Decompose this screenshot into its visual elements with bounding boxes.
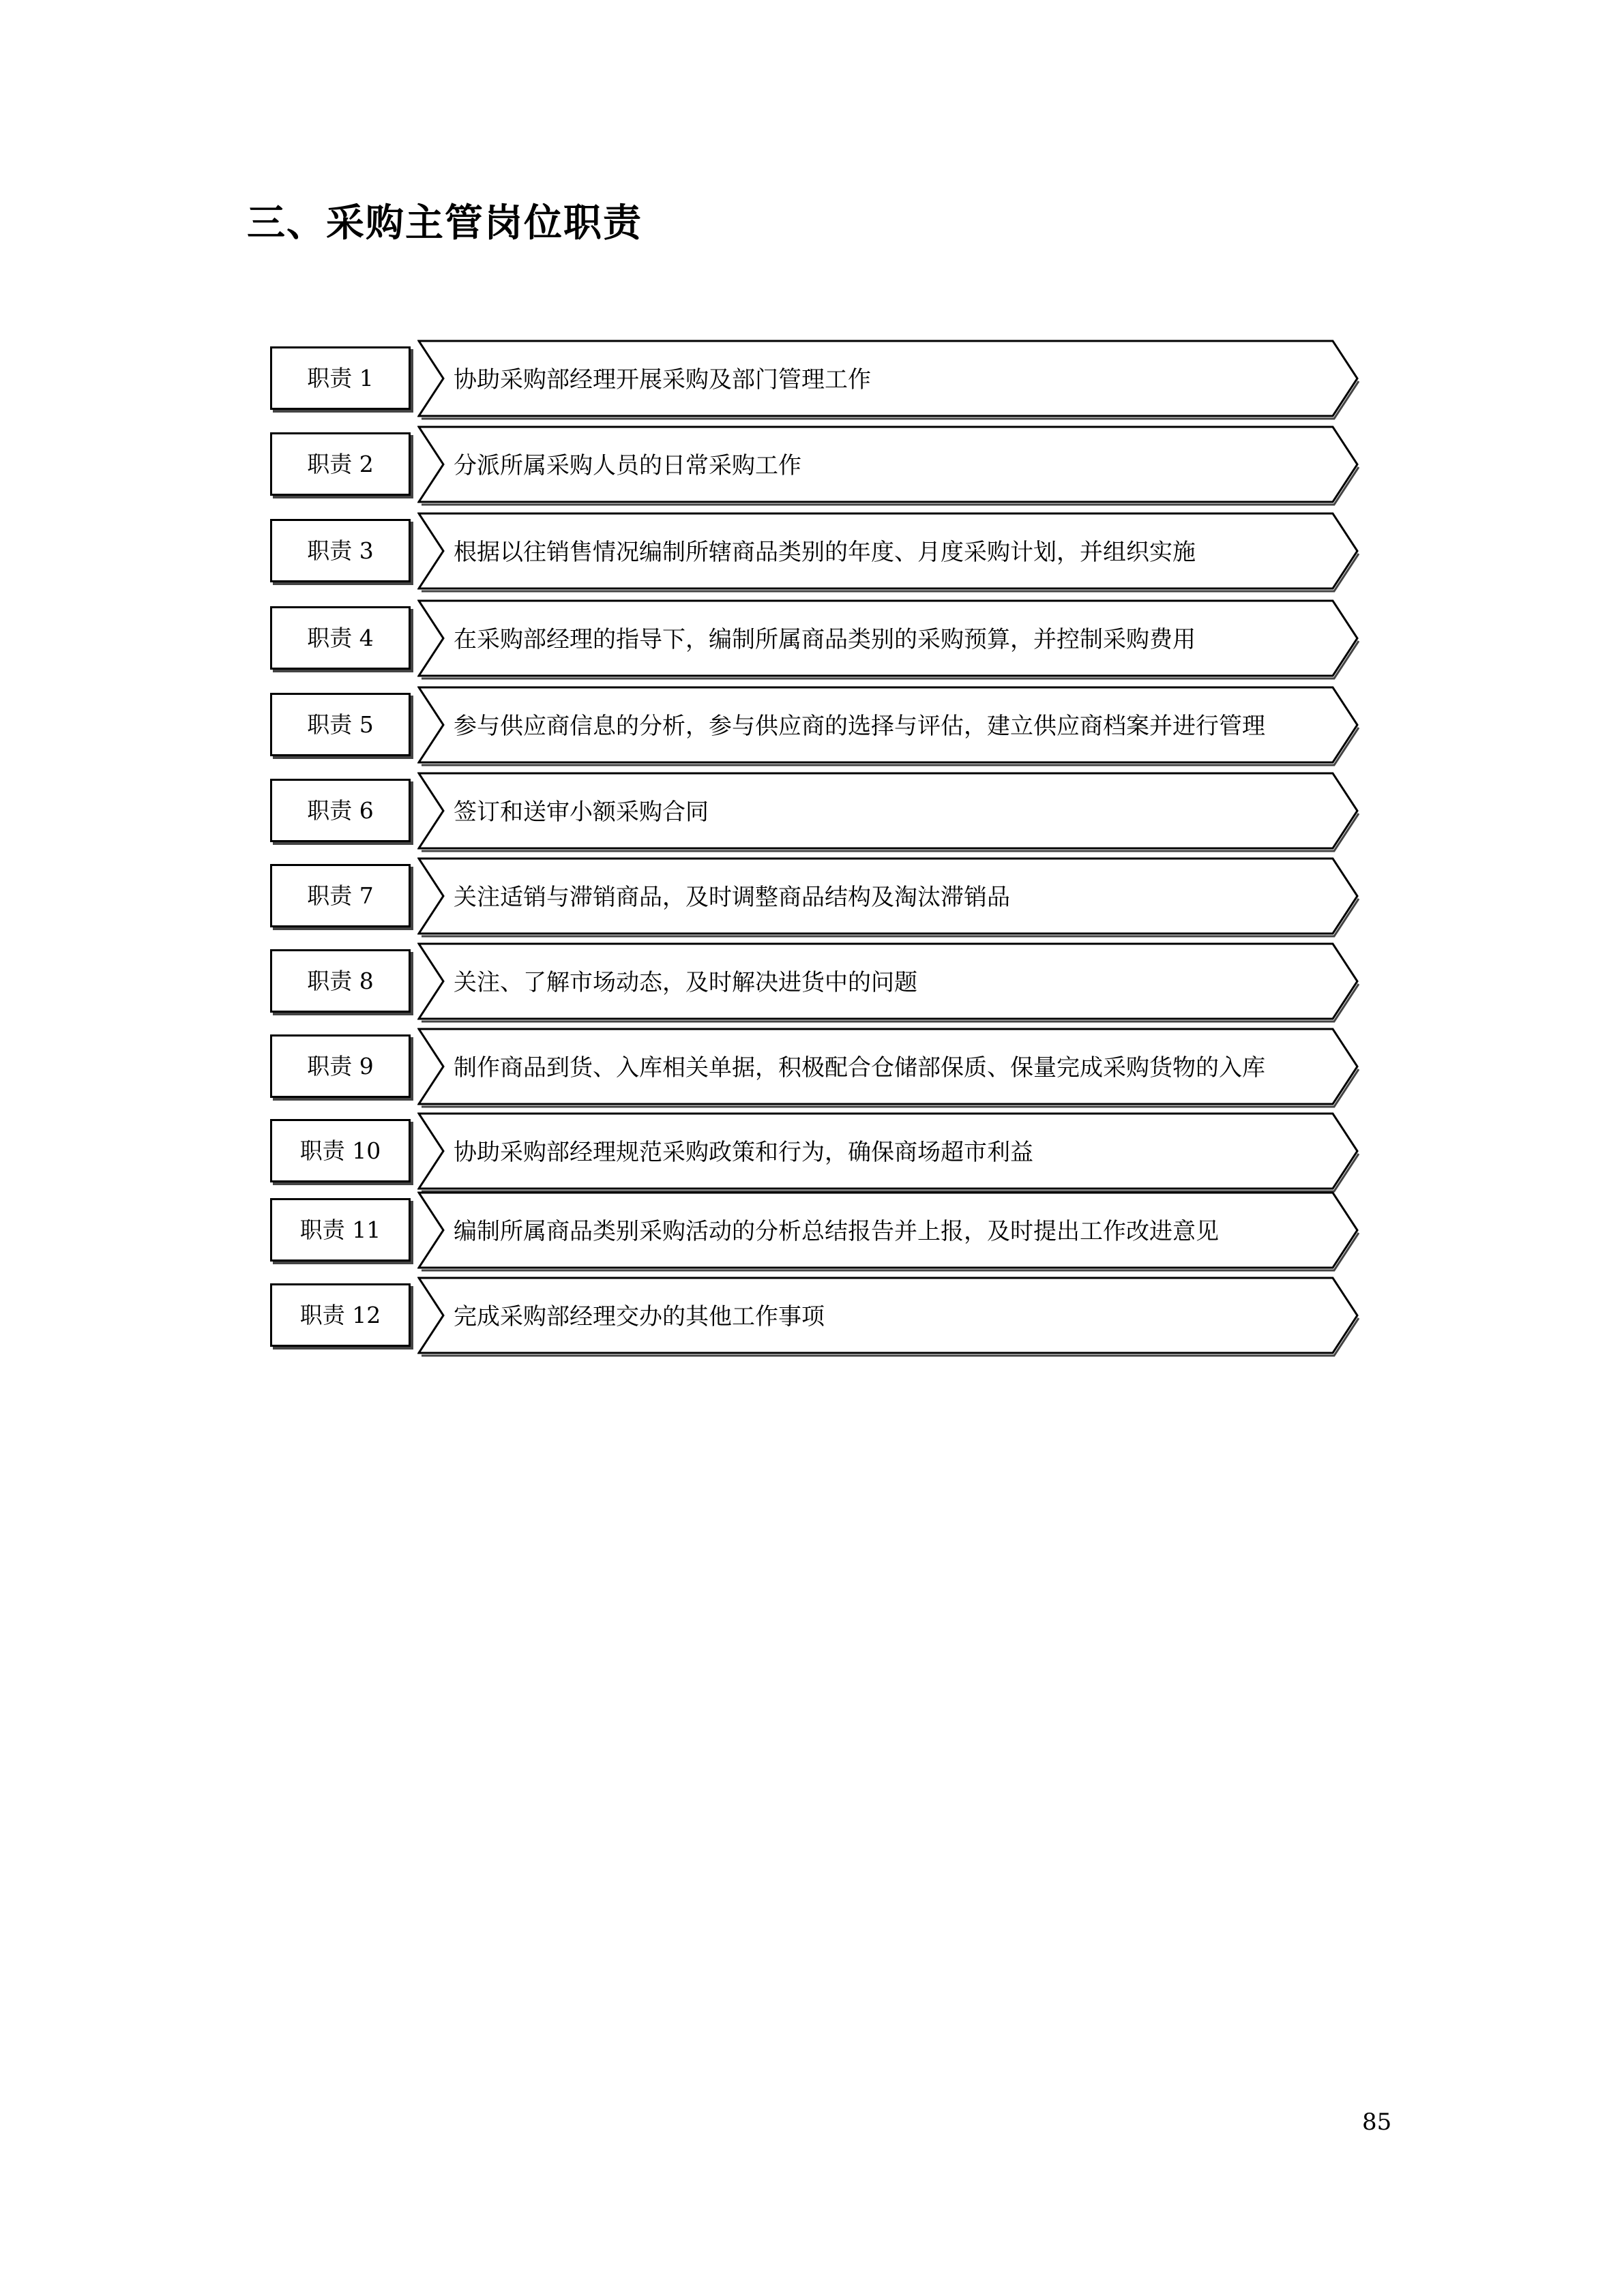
duty-text: 在采购部经理的指导下，编制所属商品类别的采购预算，并控制采购费用 bbox=[454, 626, 1196, 653]
duty-text: 关注、了解市场动态，及时解决进货中的问题 bbox=[454, 969, 917, 996]
duty-label: 职责 2 bbox=[270, 432, 411, 496]
duty-row bbox=[0, 685, 1624, 767]
duty-label: 职责 1 bbox=[270, 346, 411, 410]
duty-label: 职责 5 bbox=[270, 693, 411, 756]
duty-row bbox=[0, 942, 1624, 1024]
duty-row bbox=[0, 339, 1624, 421]
duty-text: 制作商品到货、入库相关单据，积极配合仓储部保质、保量完成采购货物的入库 bbox=[454, 1054, 1265, 1082]
duty-text: 协助采购部经理开展采购及部门管理工作 bbox=[454, 366, 871, 393]
duty-text: 根据以往销售情况编制所辖商品类别的年度、月度采购计划，并组织实施 bbox=[454, 539, 1196, 566]
duty-label: 职责 7 bbox=[270, 864, 411, 927]
duty-row bbox=[0, 1027, 1624, 1109]
duty-row bbox=[0, 1191, 1624, 1272]
duty-text: 签订和送审小额采购合同 bbox=[454, 799, 709, 826]
duty-text: 参与供应商信息的分析，参与供应商的选择与评估，建立供应商档案并进行管理 bbox=[454, 713, 1265, 740]
duty-label: 职责 3 bbox=[270, 519, 411, 582]
duty-row bbox=[0, 1112, 1624, 1193]
duty-label: 职责 10 bbox=[270, 1119, 411, 1182]
duty-text: 分派所属采购人员的日常采购工作 bbox=[454, 452, 801, 479]
duty-label: 职责 8 bbox=[270, 949, 411, 1013]
page-number: 85 bbox=[1362, 2108, 1392, 2136]
duty-text: 完成采购部经理交办的其他工作事项 bbox=[454, 1303, 825, 1330]
duty-text: 关注适销与滞销商品，及时调整商品结构及淘汰滞销品 bbox=[454, 884, 1010, 911]
page-title: 三、采购主管岗位职责 bbox=[247, 201, 643, 245]
duty-label: 职责 11 bbox=[270, 1198, 411, 1262]
duty-row bbox=[0, 1276, 1624, 1358]
duty-row bbox=[0, 425, 1624, 507]
duty-label: 职责 9 bbox=[270, 1034, 411, 1098]
duty-label: 职责 6 bbox=[270, 779, 411, 842]
duty-label: 职责 12 bbox=[270, 1283, 411, 1347]
duty-row bbox=[0, 771, 1624, 853]
duty-row bbox=[0, 856, 1624, 938]
duty-text: 协助采购部经理规范采购政策和行为，确保商场超市利益 bbox=[454, 1139, 1033, 1166]
duty-row bbox=[0, 599, 1624, 681]
duty-text: 编制所属商品类别采购活动的分析总结报告并上报，及时提出工作改进意见 bbox=[454, 1218, 1219, 1245]
duty-label: 职责 4 bbox=[270, 606, 411, 670]
duty-row bbox=[0, 511, 1624, 593]
